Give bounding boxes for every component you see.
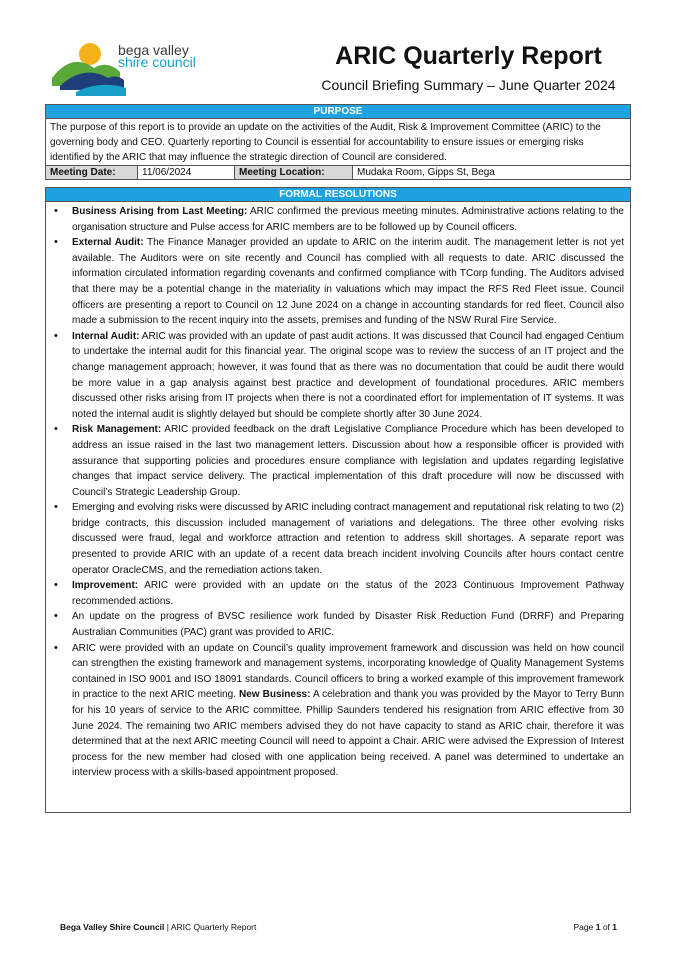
footer-org: Bega Valley Shire Council <box>60 922 165 932</box>
meeting-date-label: Meeting Date: <box>46 166 138 179</box>
resolutions-box <box>45 187 631 813</box>
logo-line2: shire council <box>118 54 196 70</box>
list-item: • Emerging and evolving risks were discussed by ARIC including contract management and reputational risk relating to two (2) bridge contracts, this discussion included management of variations and delegations. The three other evolving risks discussed were fraud, legal and workforce attraction and retention to address skill shortages. A separate report was presented to provide ARIC with an update of a recent data breach incident involving Councils after hours contact centre operator OracleCMS, and the remediation actions taken. <box>72 500 624 578</box>
meeting-date-value: 11/06/2024 <box>138 166 235 179</box>
logo-line1: bega valley <box>118 42 189 58</box>
purpose-heading: PURPOSE <box>46 105 630 119</box>
meeting-info-row <box>46 165 630 179</box>
report-title: ARIC Quarterly Report <box>335 42 602 70</box>
meeting-location-value: Mudaka Room, Gipps St, Bega <box>357 167 495 178</box>
meeting-location-label: Meeting Location: <box>235 166 353 179</box>
list-item: • Risk Management: ARIC provided feedback on the draft Legislative Compliance Procedure which has been developed to address an issue raised in the last two management letters. Discussion about how a responsible officer is provided with assurance that supporting policies and procedures ensure compliance with legislation and updates regarding legislative changes that impact service delivery. The practical implementation of this draft procedure will now be discussed with Council’s Strategic Leadership Group. <box>72 422 624 500</box>
list-item: • Improvement: ARIC were provided with an update on the status of the 2023 Continuous Improvement Pathway recommended actions. <box>72 578 624 609</box>
list-item: • An update on the progress of BVSC resilience work funded by Disaster Risk Reduction Fund (DRRF) and Preparing Australian Communities (PAC) grant was provided to ARIC. <box>72 609 624 640</box>
list-item: • Internal Audit: ARIC was provided with an update of past audit actions. It was discussed that Council had engaged Centium to undertake the internal audit for this financial year. The original scope was to review the success of an IT project and the change management approach; however, it was found that as there was no documentation that could be audit there would be more value in a gap analysis against best practice and development of foundational procedures. ARIC members discussed other risks arising from IT projects when there is not a coordinated effort for implementation of IT systems. It was noted the internal audit is slightly delayed but should be complete shortly after 30 June 2024. <box>72 329 624 423</box>
page-footer <box>60 922 617 932</box>
page-number: Page 1 of 1 <box>573 922 617 932</box>
logo-wordmark <box>118 44 196 68</box>
purpose-text: The purpose of this report is to provide an update on the activities of the Audit, Risk & Improvement Committee (ARIC) to the governing body and CEO. Quarterly reporting to Council is essential for accountability to ensure issues or emerging risks identified by the ARIC that may influence the strategic direction of Council are considered. <box>50 122 601 163</box>
list-item: • Business Arising from Last Meeting: ARIC confirmed the previous meeting minutes. Administrative actions relating to the organisation structure and Pulse access for ARIC members are to be followed up by Council officers. <box>72 204 624 235</box>
resolutions-list <box>46 202 630 781</box>
footer-doc: | ARIC Quarterly Report <box>164 922 257 932</box>
resolutions-heading: FORMAL RESOLUTIONS <box>46 188 630 202</box>
report-subtitle: Council Briefing Summary – June Quarter 2024 <box>321 77 616 93</box>
purpose-box <box>45 104 631 180</box>
list-item: • External Audit: The Finance Manager provided an update to ARIC on the interim audit. The management letter is not yet available. The Auditors were on site recently and Council has complied with all requests to date. ARIC discussed the information circulated information regarding covenants and confirmed compliance with TCorp funding. The Auditors advised that there may be a potential change in the materiality in valuations which may impact the RFS Red Fleet issue. Council officers are presenting a report to Council on 12 June 2024 on a change in accounting standards for red fleet. Council also made a submission to the recent inquiry into the assets, premises and funding of the NSW Rural Fire Service. <box>72 235 624 329</box>
list-item: • ARIC were provided with an update on Council’s quality improvement framework and discussion was held on how council can strengthen the existing framework and management systems, incorporating knowledge of Quality Management Systems contained in ISO 9001 and ISO 18091 standards. Council officers to bring a worked example of this improvement framework in practice to the next ARIC meeting. New Business: A celebration and thank you was provided by the Mayor to Terry Bunn for his 10 years of service to the ARIC committee. Phillip Saunders tendered his resignation from ARIC effective from 30 June 2024. The remaining two ARIC members advised they do not have capacity to stand as ARIC chair, therefore it was determined that at the next ARIC meeting Council will need to appoint a Chair. ARIC were advised the Expression of Interest process for the new member had closed with one application being received. A panel was determined to undertake an interview process with a skills-based appointment proposed. <box>72 641 624 781</box>
